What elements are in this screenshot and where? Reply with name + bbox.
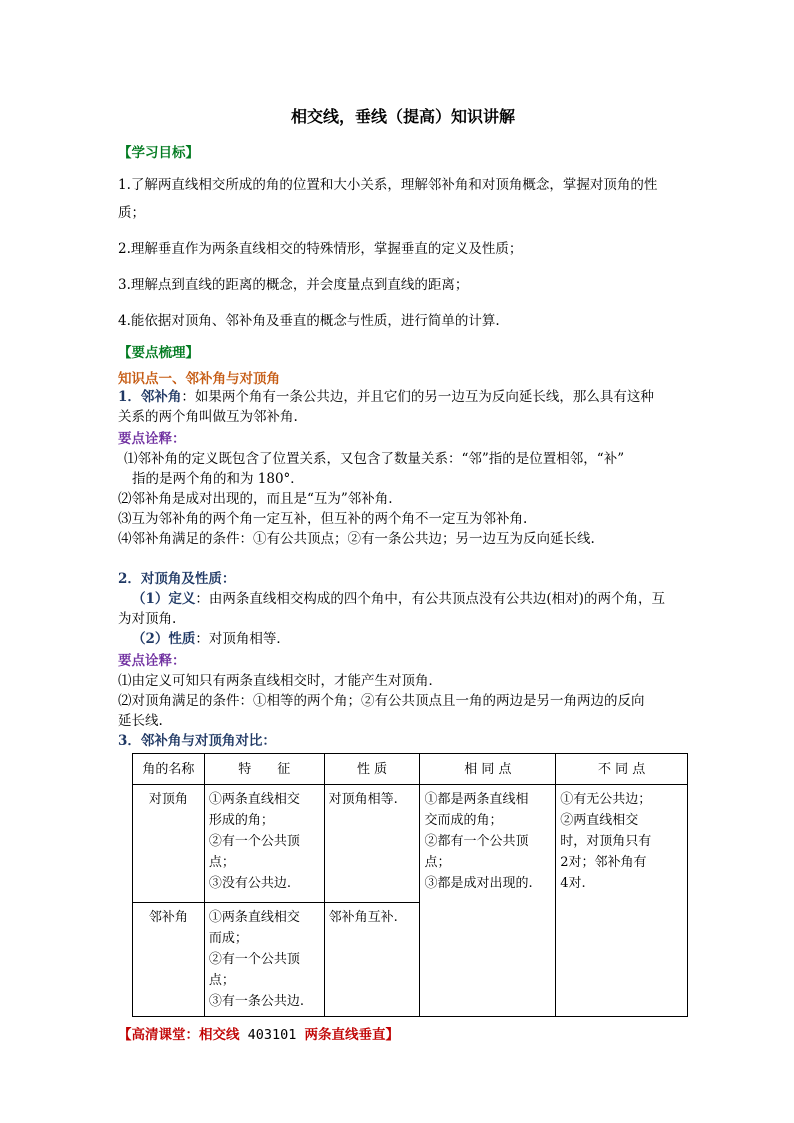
note-2-1: ⑴由定义可知只有两条直线相交时，才能产生对顶角．: [118, 673, 442, 689]
row-name-adjacent: 邻补角: [133, 903, 205, 1017]
vertical-angle-property: [118, 629, 688, 649]
note-heading-2: 要点诠释：: [118, 653, 186, 669]
note-1-3: ⑶互为邻补角的两个角一定互补，但互补的两个角不一定互为邻补角.: [118, 511, 528, 527]
shared-diff-points: ①有无公共边； ②两直线相交 时，对顶角只有 2对；邻补角有 4对.: [556, 785, 688, 1017]
property-text: ：对顶角相等．: [195, 631, 290, 647]
video-lesson-note: 【高清课堂：相交线 403101 两条直线垂直】: [118, 1027, 400, 1043]
document-content: [118, 104, 688, 1043]
note-1-2: ⑵邻补角是成对出现的，而且是“互为”邻补角.: [118, 491, 393, 507]
note-heading-1: 要点诠释：: [118, 431, 186, 447]
header-same: 相 同 点: [420, 754, 556, 785]
knowledge-point-1-heading: 知识点一、邻补角与对顶角: [118, 371, 280, 387]
goal-1-cont: 质；: [118, 205, 145, 221]
header-property: 性 质: [324, 754, 420, 785]
row-property-adjacent: 邻补角互补.: [324, 903, 420, 1017]
row-features-vertical: ①两条直线相交 形成的角； ②有一个公共顶 点； ③没有公共边.: [204, 785, 324, 903]
comparison-table: [132, 753, 688, 1017]
definition-label: （1）定义: [132, 591, 196, 607]
table-header-row: [133, 754, 688, 785]
comparison-heading: 3．邻补角与对顶角对比：: [118, 733, 276, 749]
points-heading: 【要点梳理】: [118, 345, 199, 361]
document-title: 相交线，垂线（提高）知识讲解: [290, 107, 515, 126]
row-features-adjacent: ①两条直线相交 而成； ②有一个公共顶 点； ③有一条公共边.: [204, 903, 324, 1017]
note-1-1: ⑴邻补角的定义既包含了位置关系，又包含了数量关系：“邻”指的是位置相邻，“补”: [124, 451, 625, 467]
goal-3: 3.理解点到直线的距离的概念，并会度量点到直线的距离；: [118, 277, 469, 293]
note-1-1-cont: 指的是两个角的和为 180°．: [132, 471, 304, 487]
vertical-angle-definition: [118, 589, 688, 609]
definition-text: ：由两条直线相交构成的四个角中，有公共顶点没有公共边(相对)的两个角，互: [195, 591, 665, 607]
table-row: [133, 785, 688, 903]
row-name-vertical: 对顶角: [133, 785, 205, 903]
goal-2: 2.理解垂直作为两条直线相交的特殊情形，掌握垂直的定义及性质；: [118, 241, 523, 257]
adjacent-angle-text: ：如果两个角有一条公共边，并且它们的另一边互为反向延长线，那么具有这种: [181, 389, 654, 405]
goal-4: 4.能依据对顶角、邻补角及垂直的概念与性质，进行简单的计算.: [118, 313, 500, 329]
header-features: 特 征: [204, 754, 324, 785]
goal-1: 1.了解两直线相交所成的角的位置和大小关系，理解邻补角和对顶角概念，掌握对顶角的性: [118, 177, 658, 193]
header-name: 角的名称: [133, 754, 205, 785]
row-property-vertical: 对顶角相等.: [324, 785, 420, 903]
vertical-angle-definition-cont: 为对顶角.: [118, 611, 177, 627]
note-2-2: ⑵对顶角满足的条件：①相等的两个角；②有公共顶点且一角的两边是另一角两边的反向: [118, 693, 645, 709]
header-diff: 不 同 点: [556, 754, 688, 785]
note-2-2-cont: 延长线.: [118, 713, 163, 729]
vertical-angle-heading: 2．对顶角及性质：: [118, 571, 236, 587]
note-1-4: ⑷邻补角满足的条件：①有公共顶点；②有一条公共边；另一边互为反向延长线.: [118, 531, 595, 547]
adjacent-angle-definition: [118, 387, 688, 407]
shared-same-points: ①都是两条直线相 交而成的角； ②都有一个公共顶 点； ③都是成对出现的.: [420, 785, 556, 1017]
goals-heading: 【学习目标】: [118, 145, 199, 161]
adjacent-angle-definition-cont: 关系的两个角叫做互为邻补角.: [118, 409, 298, 425]
adjacent-angle-label: 1．邻补角: [118, 389, 182, 405]
property-label: （2）性质: [132, 631, 196, 647]
